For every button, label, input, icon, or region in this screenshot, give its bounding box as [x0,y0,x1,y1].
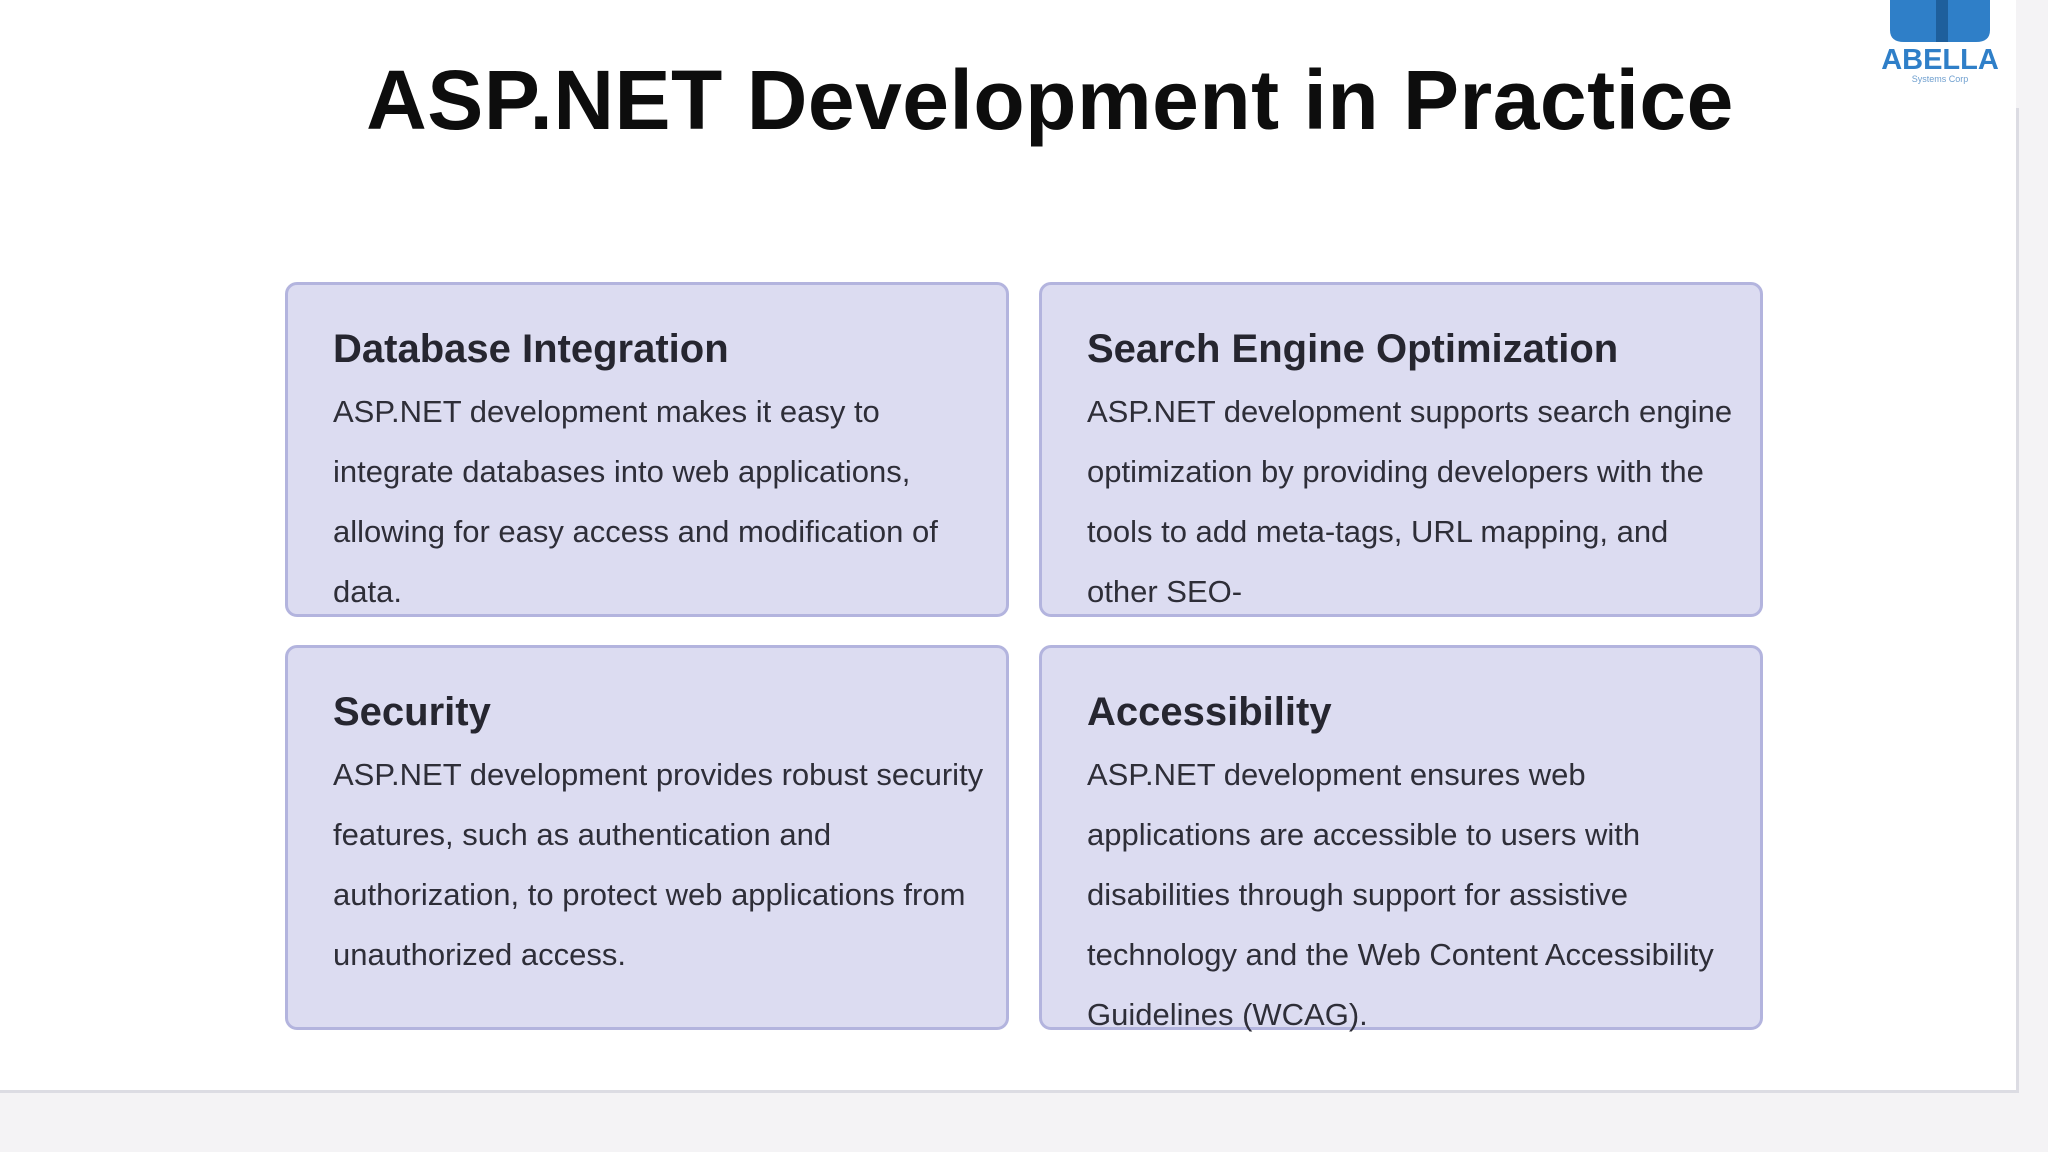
card-body: ASP.NET development makes it easy to integrate databases into web applications, allowing for easy access and modification of data. [333,394,938,609]
card-accessibility [1039,645,1763,1030]
card-database-integration [285,282,1009,617]
logo-text: ABELLA [1881,44,1999,76]
card-body: ASP.NET development supports search engine optimization by providing developers with the tools to add meta-tags, URL mapping, and other SEO- [1087,394,1733,609]
card-body: ASP.NET development provides robust security features, such as authentication and authorization, to protect web applications from unauthorized access. [333,757,984,972]
card-title: Accessibility [1087,690,1332,734]
card-title: Search Engine Optimization [1087,327,1619,371]
card-title: Security [333,690,491,734]
card-body: ASP.NET development ensures web applications are accessible to users with disabilities through support for assistive technology and the Web Content Accessibility Guidelines (WCAG). [1087,757,1714,1032]
slide-title: ASP.NET Development in Practice [366,53,1734,147]
slide-edge [2016,108,2019,1093]
card-search-engine-optimization [1039,282,1763,617]
abella-logo-icon [1878,0,2006,100]
card-title: Database Integration [333,327,729,371]
card-security [285,645,1009,1030]
logo-subtext: Systems Corp [1911,74,1969,84]
abella-logo [1878,0,2006,100]
